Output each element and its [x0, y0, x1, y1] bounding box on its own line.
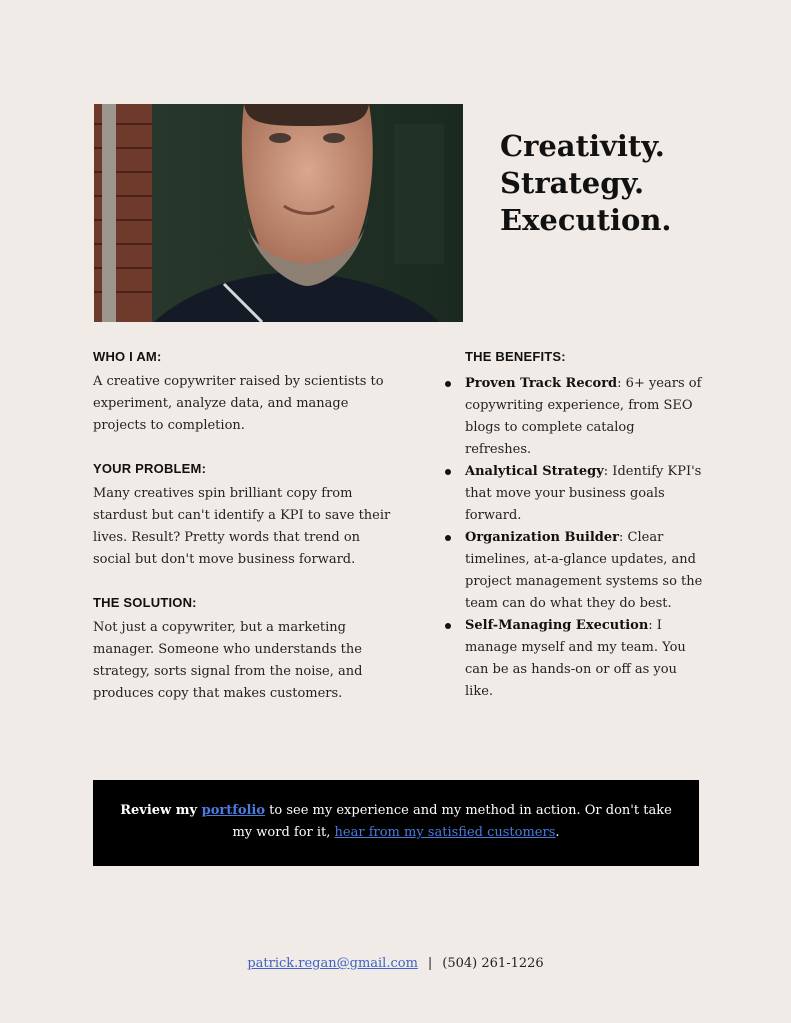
right-column	[443, 347, 703, 703]
call-to-action-banner	[93, 780, 699, 866]
portfolio-link-label: portfolio	[201, 803, 266, 818]
cta-middle: to see my experience and my method in action. Or don't take my word for it,	[232, 803, 672, 840]
who-i-am-title: WHO I AM:	[93, 349, 162, 364]
bullet-dot-icon	[445, 535, 451, 541]
bullet-dot-icon	[445, 623, 451, 629]
customers-link[interactable]: hear from my satisfied customers	[334, 825, 556, 840]
email-link[interactable]: patrick.regan@gmail.com	[247, 956, 418, 971]
headline-line: Strategy.	[500, 166, 645, 200]
benefits-title: THE BENEFITS:	[465, 349, 566, 364]
the-solution-title: THE SOLUTION:	[93, 595, 197, 610]
your-problem-body: Many creatives spin brilliant copy from stardust but can't identify a KPI to save their lives. Result? Pretty words that trend on social but don't move business forward.	[93, 486, 391, 567]
headline	[500, 128, 770, 239]
benefit-text: : Clear timelines, at-a-glance updates, and project management systems so the team can do what they do best.	[465, 530, 703, 611]
bullet-dot-icon	[445, 381, 451, 387]
headline-line: Creativity.	[500, 129, 665, 163]
the-solution-body: Not just a copywriter, but a marketing manager. Someone who understands the strategy, sorts signal from the noise, and produces copy that makes customers.	[93, 620, 363, 701]
list-item	[443, 373, 703, 461]
your-problem-title: YOUR PROBLEM:	[93, 461, 207, 476]
list-item	[443, 615, 703, 703]
contact-footer	[0, 956, 791, 971]
benefit-label: Organization Builder	[465, 530, 620, 545]
cta-lead: Review my	[120, 803, 202, 818]
phone-number: (504) 261-1226	[442, 956, 544, 971]
footer-separator: |	[427, 956, 433, 971]
benefits-list	[443, 373, 703, 703]
profile-photo	[94, 104, 463, 322]
benefit-text: : 6+ years of copywriting experience, from SEO blogs to complete catalog refreshes.	[465, 376, 702, 457]
cta-end: .	[555, 825, 560, 840]
benefit-text: : I manage myself and my team. You can be as hands-on or off as you like.	[465, 618, 686, 699]
who-i-am-body: A creative copywriter raised by scientists to experiment, analyze data, and manage projects to completion.	[93, 374, 384, 433]
portrait-image	[94, 104, 463, 322]
list-item	[443, 527, 703, 615]
left-column	[93, 347, 393, 727]
list-item	[443, 461, 703, 527]
benefit-text: : Identify KPI's that move your business goals forward.	[465, 464, 702, 523]
benefit-label: Proven Track Record	[465, 376, 618, 391]
benefit-label: Analytical Strategy	[465, 464, 604, 479]
portfolio-link[interactable]	[202, 803, 265, 818]
headline-line: Execution.	[500, 203, 672, 237]
benefit-label: Self-Managing Execution	[465, 618, 649, 633]
bullet-dot-icon	[445, 469, 451, 475]
